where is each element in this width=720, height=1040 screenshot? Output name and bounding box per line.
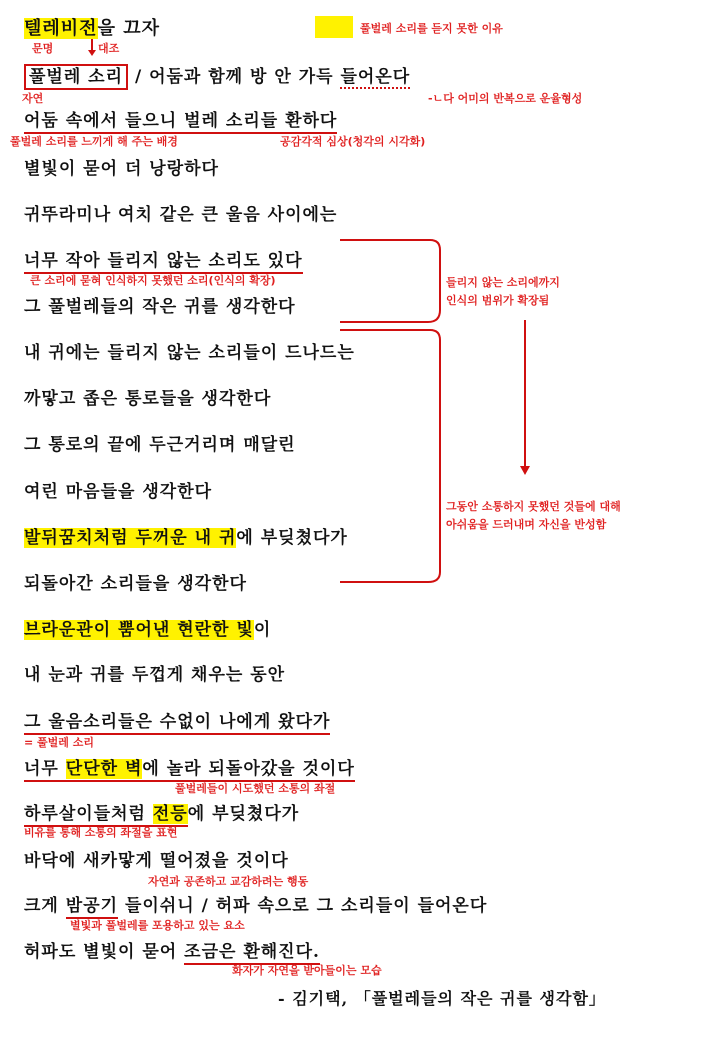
poem-title [24, 14, 160, 40]
line-17-c: 에 놀라 되돌아갔을 것이다 [142, 759, 355, 779]
line-18-c: 에 부딪쳤다가 [187, 804, 300, 824]
poem-line-9: 까맣고 좁은 통로들을 생각한다 [24, 389, 272, 409]
line-3-a: 어둠 속에서 들으니 [24, 111, 184, 134]
line-17-a: 너무 [24, 759, 66, 779]
poem-line-18 [24, 799, 299, 824]
line-2-end: 들어온다 [340, 67, 411, 87]
poem-line-11: 여린 마음들을 생각한다 [24, 482, 213, 502]
poem-line-17 [24, 754, 355, 779]
bracket-two [340, 330, 440, 582]
contrast-arrow-head-down [88, 50, 96, 56]
poem-line-12 [24, 523, 348, 548]
line-20-a: 크게 [24, 896, 66, 916]
note-bracket2-l1: 그동안 소통하지 못했던 것들에 대해 [446, 500, 621, 513]
poem-line-3 [24, 106, 337, 131]
poem-line-8: 내 귀에는 들리지 않는 소리들이 드나드는 [24, 343, 355, 363]
line-18-a: 하루살이들처럼 [24, 804, 153, 824]
poem-line-20 [24, 891, 487, 916]
poem-line-7: 그 풀벌레들의 작은 귀를 생각한다 [24, 297, 296, 317]
line-14-rest: 이 [253, 620, 272, 640]
poem-line-19: 바닥에 새카맣게 떨어졌을 것이다 [24, 851, 289, 871]
poem-line-10: 그 통로의 끝에 두근거리며 매달린 [24, 435, 296, 455]
line-3-b: 벌레 소리들 환하다 [184, 111, 337, 134]
note-bracket1-l2: 인식의 범위가 확장됨 [446, 294, 550, 307]
title-highlight: 텔레비전 [24, 18, 98, 39]
poem-line-16 [24, 707, 330, 732]
legend-text: 풀벌레 소리를 듣지 못한 이유 [360, 22, 503, 35]
line-16-text: 그 울음소리들은 수없이 나에게 왔다가 [24, 712, 330, 735]
line-20-underline: 밤공기 [66, 896, 118, 919]
note-repeat: -ㄴ다 어미의 반복으로 운율형성 [428, 92, 583, 105]
poem-line-4: 별빛이 묻어 더 낭랑하다 [24, 159, 219, 179]
note-bracket2-l2: 아쉬움을 드러내며 자신을 반성함 [446, 518, 607, 531]
line-14-highlight: 브라운관이 뿜어낸 현란한 빛 [24, 620, 254, 640]
note-bracket1-l1: 들리지 않는 소리에까지 [446, 276, 560, 289]
nature-box: 풀벌레 소리 [24, 64, 128, 90]
line-12-rest: 에 부딪쳤다가 [236, 528, 348, 548]
title-rest: 을 끄자 [97, 18, 160, 39]
note-embrace: 별빛과 풀벌레를 포용하고 있는 요소 [70, 919, 245, 932]
line-20-c: 들이쉬니 / 허파 속으로 그 소리들이 들어온다 [118, 896, 488, 916]
line-18-highlight: 전등 [152, 804, 188, 824]
note-expand1: 큰 소리에 묻혀 인식하지 못했던 소리(인식의 확장) [30, 274, 276, 287]
bracket-one [340, 240, 440, 322]
note-jayeon: 자연 [22, 92, 44, 105]
line-2-mid: / 어둠과 함께 방 안 가득 [128, 67, 341, 87]
poem-line-5: 귀뚜라미나 여치 같은 큰 울음 사이에는 [24, 205, 338, 225]
note-munmyeong: 문명 [32, 42, 54, 55]
note-coexist: 자연과 공존하고 교감하려는 행동 [148, 875, 309, 888]
note-background: 풀벌레 소리를 느끼게 해 주는 배경 [10, 135, 178, 148]
poem-line-14 [24, 615, 271, 640]
line-17-highlight: 단단한 벽 [65, 759, 143, 779]
note-simile: 비유를 통해 소통의 좌절을 표현 [24, 826, 178, 839]
poem-line-15: 내 눈과 귀를 두껍게 채우는 동안 [24, 665, 286, 685]
line-21-underline: 조금은 환해진다. [184, 942, 320, 965]
note-equals: = 풀벌레 소리 [24, 736, 95, 749]
down-arrow-head [520, 466, 530, 475]
line-21-a: 허파도 별빛이 묻어 [24, 942, 185, 962]
note-daejo: 대조 [98, 42, 120, 55]
attribution: - 김기택, 「풀벌레들의 작은 귀를 생각함」 [278, 989, 606, 1008]
poem-line-21 [24, 937, 320, 962]
line-12-highlight: 발뒤꿈치처럼 두꺼운 내 귀 [24, 528, 237, 548]
note-frustration: 풀벌레들이 시도했던 소통의 좌절 [175, 782, 336, 795]
note-accept: 화자가 자연을 받아들이는 모습 [232, 964, 382, 977]
poem-line-13: 되돌아간 소리들을 생각한다 [24, 574, 247, 594]
line-6-text: 너무 작아 들리지 않는 소리도 있다 [24, 251, 303, 274]
note-synesthesia: 공감각적 심상(청각의 시각화) [280, 135, 426, 148]
poem-line-2 [24, 62, 410, 87]
poem-line-6 [24, 246, 303, 271]
